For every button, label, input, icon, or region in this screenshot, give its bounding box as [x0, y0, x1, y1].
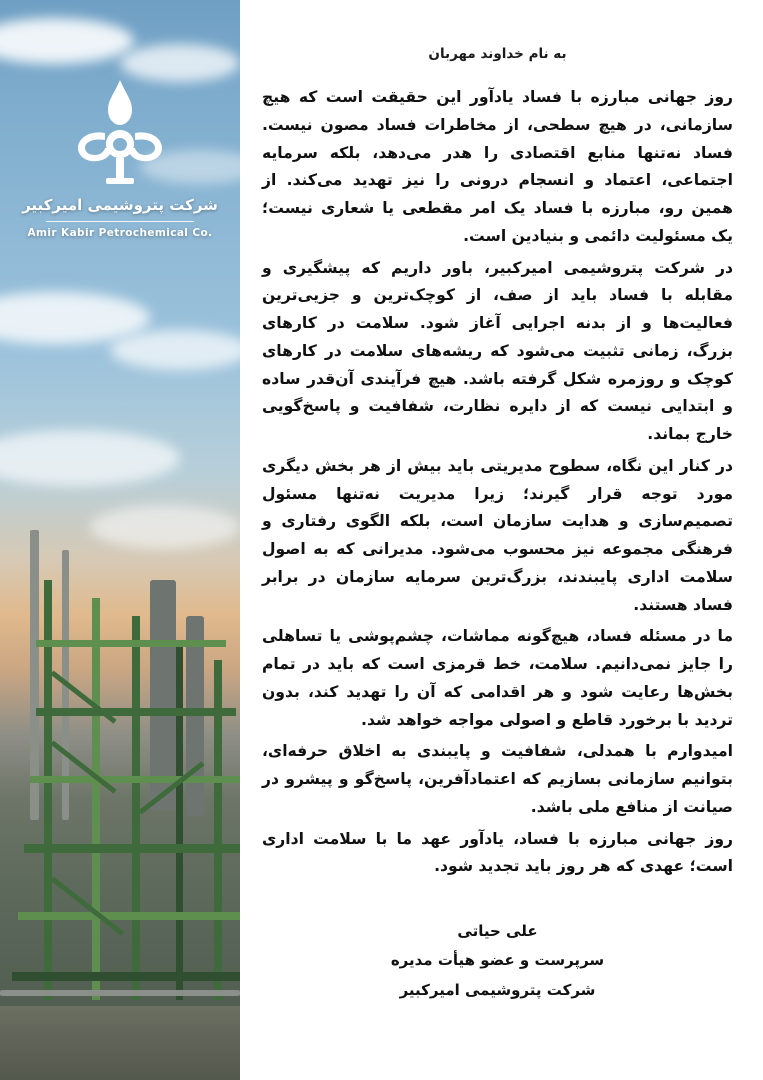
logo-name-fa: شرکت پتروشیمی امیرکبیر — [22, 196, 218, 214]
logo-divider — [46, 221, 194, 222]
message-paragraph: روز جهانی مبارزه با فساد، یادآور عهد ما با سلامت اداری است؛ عهدی که هر روز باید تجدید شود. — [262, 829, 733, 876]
signature-block — [262, 917, 733, 1005]
cloud-icon — [110, 330, 240, 370]
cloud-icon — [0, 430, 180, 486]
bismillah-heading: به نام خداوند مهربان — [428, 46, 567, 62]
cloud-icon — [0, 18, 134, 64]
ground-plane — [0, 1006, 240, 1080]
message-paragraph: روز جهانی مبارزه با فساد یادآور این حقیقت است که هیچ سازمانی، در هیچ سطحی، از مخاطرات فساد مصون نیست. فساد نه‌تنها منابع اقتصادی را هدر می‌دهد، بلکه سرمایه اجتماعی، اعتماد و انسجام درونی را نیز تهدید می‌کند. از همین رو، مبارزه با فساد یک امر مقطعی یا شعاری نیست؛ یک مسئولیت دائمی و بنیادین است. — [262, 88, 733, 245]
signatory-title: سرپرست و عضو هیأت مدیره — [390, 951, 605, 970]
message-paragraph: در کنار این نگاه، سطوح مدیریتی باید بیش از هر بخش دیگری مورد توجه قرار گیرند؛ زیرا مدیریت نه‌تنها مسئول تصمیم‌سازی و هدایت سازمان است، بلکه الگوی رفتاری و فرهنگی مجموعه نیز محسوب می‌شود. مدیرانی که به اصول سلامت اداری پایبندند، بزرگ‌ترین سرمایه سازمان در برابر فساد هستند. — [262, 456, 733, 614]
flame-torch-logo-icon — [72, 78, 168, 188]
plant-photo-column — [0, 0, 240, 1080]
cloud-icon — [120, 44, 240, 82]
plant-structure — [0, 520, 240, 1080]
company-logo — [0, 78, 240, 239]
signatory-organization: شرکت پتروشیمی امیرکبیر — [399, 980, 596, 999]
message-paragraph: در شرکت پتروشیمی امیرکبیر، باور داریم که پیشگیری و مقابله با فساد باید از صف، از کوچک‌ترین و جزیی‌ترین فعالیت‌ها و از بدنه اجرایی آغاز شود. سلامت در کارهای بزرگ، زمانی تثبیت می‌شود که ریشه‌های سلامت در کارهای کوچک و روزمره شکل گرفته باشد. هیچ فرآیندی آن‌قدر ساده و ابتدایی نیست که از دایره نظارت، شفافیت و پاسخ‌گویی خارج بماند. — [262, 258, 733, 443]
signatory-name: علی حیاتی — [457, 922, 538, 940]
message-paragraph: امیدوارم با همدلی، شفافیت و پایبندی به اخلاق حرفه‌ای، بتوانیم سازمانی بسازیم که اعتمادآفرین، پاسخ‌گو و پیشرو در صیانت از منافع ملی باشد. — [262, 742, 733, 816]
message-paragraph: ما در مسئله فساد، هیچ‌گونه مماشات، چشم‌پوشی یا تساهلی را جایز نمی‌دانیم. سلامت، خط قرمزی است که باید در تمام بخش‌ها رعایت شود و هر اقدامی که آن را تهدید کند، بدون تردید با برخورد قاطع و اصولی مواجه خواهد شد. — [262, 627, 733, 729]
message-text-column — [240, 0, 763, 1080]
petrochemical-plant-photo — [0, 0, 240, 1080]
logo-name-en: Amir Kabir Petrochemical Co. — [27, 227, 213, 239]
